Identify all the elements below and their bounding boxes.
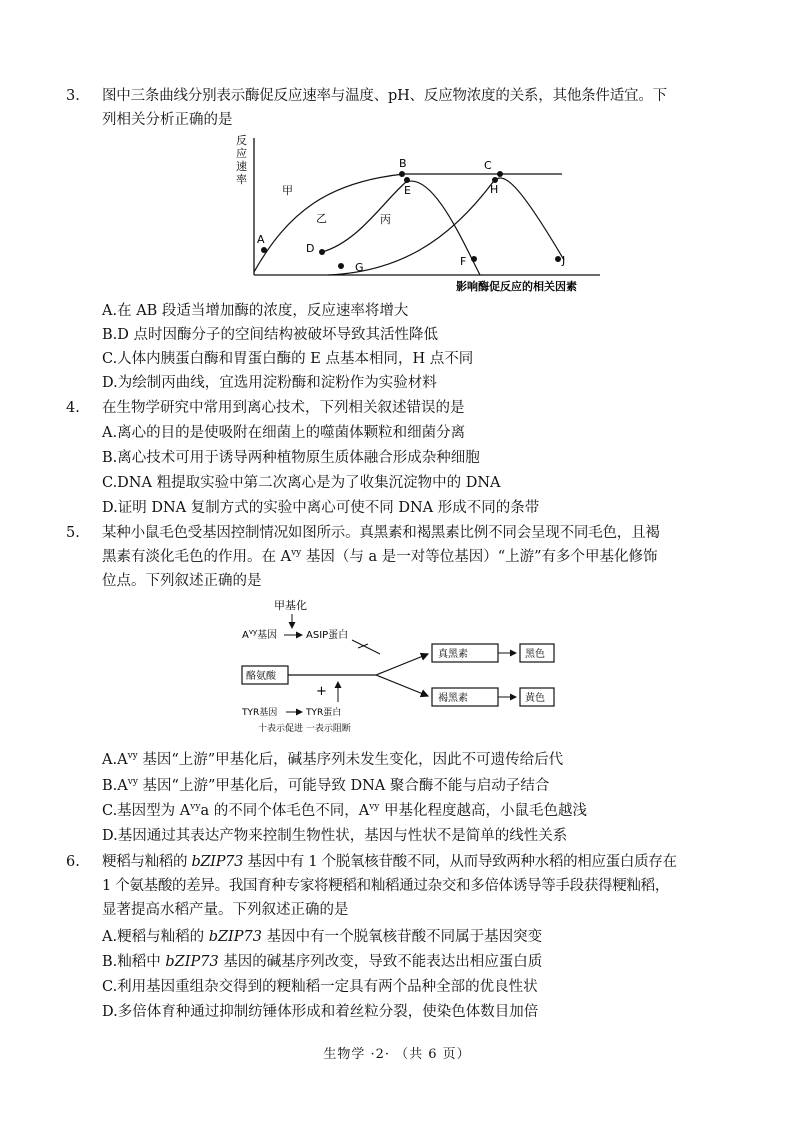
tyr-gene-label: TYR基因 [242,708,278,718]
avy-gene-label: $A^{vy}$基因 [242,628,278,641]
curve-label-jia: 甲 [282,184,293,197]
q3-option-a: A.在 AB 段适当增加酶的浓度，反应速率将增大 [102,303,409,319]
point-label: H [490,183,499,196]
tyr-protein-label: TYR蛋白 [306,708,342,718]
q6-option-b: B.籼稻中 bZIP73 基因的碱基序列改变，导致不能表达出相应蛋白质 [102,954,543,970]
q6-option-d: D.多倍体育种通过抑制纺锤体形成和着丝粒分裂，使染色体数目加倍 [102,1004,539,1020]
question-number: 3. [66,88,80,104]
point-f [471,256,477,262]
point-label: A [257,233,265,246]
page-footer: 生物学 ·2· （共 6 页） [323,1047,471,1062]
curve-label-yi: 乙 [316,212,327,225]
q5-option-c: C.基因型为 $A^{vy}a$ 的不同个体毛色不同，$A^{vy}$ 甲基化程度越高，小鼠毛色越浅 [102,802,587,819]
question-stem: 某种小鼠毛色受基因控制情况如图所示。真黑素和褐黑素比例不同会呈现不同毛色，且褐 黑素有淡化毛色的作用。在 $A^{vy}$ 基因（与 a 是一对等位基因）“上游”有多个甲基化修饰 位点。下列叙述正确的是 [102,525,660,589]
question-number: 5. [66,525,80,541]
q4-option-b: B.离心技术可用于诱导两种植物原生质体融合形成杂种细胞 [102,450,480,466]
q4-option-a: A.离心的目的是使吸附在细菌上的噬菌体颗粒和细菌分离 [102,425,466,441]
question-4 [66,396,746,420]
point-label: J [562,254,566,267]
q3-option-c: C.人体内胰蛋白酶和胃蛋白酶的 E 点基本相同，H 点不同 [102,351,474,367]
question-3 [66,84,746,132]
pheomelanin-label: 褐黑素 [438,693,468,704]
q3-option-b: B.D 点时因酶分子的空间结构被破坏导致其活性降低 [102,327,438,343]
yellow-label: 黄色 [525,693,545,704]
diagram-legend: 十表示促进 一表示阻断 [258,724,351,734]
point-j [555,256,561,262]
q5-option-b: $B.A^{vy}$ 基因“上游”甲基化后，可能导致 DNA 聚合酶不能与启动子结合 [102,777,550,794]
black-label: 黑色 [525,649,545,660]
question-5 [66,521,746,593]
point-label: F [460,255,467,268]
coat-color-pathway-diagram [232,598,572,738]
question-stem: 粳稻与籼稻的 bZIP73 基因中有 1 个脱氧核苷酸不同，从而导致两种水稻的相应蛋白质存在 1 个氨基酸的差异。我国育种专家将粳稻和籼稻通过杂交和多倍体诱导等手段获得粳籼稻， 显著提高水稻产量。下列叙述正确的是 [102,854,677,918]
point-label: E [404,184,411,197]
q6-option-a: A.粳稻与籼稻的 bZIP73 基因中有一个脱氧核苷酸不同属于基因突变 [102,929,543,945]
question-6 [66,850,746,922]
y-axis-label-char: 速 [236,160,247,173]
question-stem: 在生物学研究中常用到离心技术，下列相关叙述错误的是 [102,400,465,416]
enzyme-rate-graph [228,132,608,297]
asip-protein-label: ASIP蛋白 [306,630,349,641]
curve-label-bing: 丙 [380,213,391,226]
question-number: 4. [66,400,80,416]
q4-option-d: D.证明 DNA 复制方式的实验中离心可使不同 DNA 形成不同的条带 [102,500,540,516]
y-axis-label-char: 应 [236,147,247,160]
promote-plus-sign: + [316,684,327,699]
q5-option-a: $A.A^{vy}$ 基因“上游”甲基化后，碱基序列未发生变化，因此不可遗传给后代 [102,751,564,768]
q3-option-d: D.为绘制丙曲线，宜选用淀粉酶和淀粉作为实验材料 [102,375,437,391]
point-label: G [355,261,364,274]
q5-option-d: D.基因通过其表达产物来控制生物性状，基因与性状不是简单的线性关系 [102,828,568,844]
point-label: B [399,157,407,170]
y-axis-label-char: 率 [236,173,247,186]
q6-option-c: C.利用基因重组杂交得到的粳籼稻一定具有两个品种全部的优良性状 [102,979,538,995]
point-b [399,171,405,177]
x-axis-label: 影响酶促反应的相关因素 [456,280,577,293]
point-d [319,249,325,255]
question-stem: 图中三条曲线分别表示酶促反应速率与温度、pH、反应物浓度的关系，其他条件适宜。下 列相关分析正确的是 [102,88,667,128]
y-axis-label-char: 反 [236,134,247,147]
point-a [261,247,267,253]
point-label: C [484,159,492,172]
point-g [338,263,344,269]
asip-block-line [352,640,380,654]
curve-yi [322,181,480,275]
point-c [497,171,503,177]
eumelanin-label: 真黑素 [438,649,468,660]
point-e [404,177,410,183]
q4-option-c: C.DNA 粗提取实验中第二次离心是为了收集沉淀物中的 DNA [102,475,501,491]
point-label: D [306,242,315,255]
tyrosine-label: 酪氨酸 [246,671,276,682]
question-number: 6. [66,854,80,870]
methylation-label: 甲基化 [274,599,307,612]
